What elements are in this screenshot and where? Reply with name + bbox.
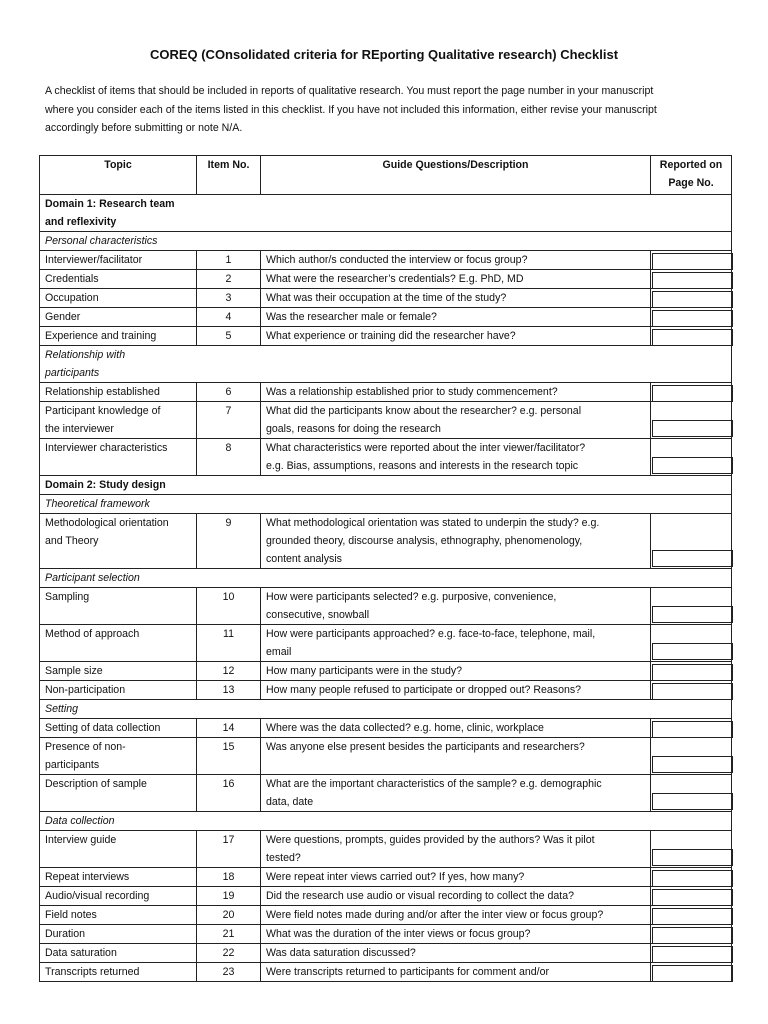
guide-text: Were field notes made during and/or after the inter view or focus group? xyxy=(266,909,604,921)
item-number: 20 xyxy=(197,906,261,925)
guide-text: data, date xyxy=(266,796,314,808)
topic-cell xyxy=(40,906,197,925)
reported-page-cell xyxy=(651,270,732,289)
topic-cell xyxy=(40,588,197,625)
guide-text: What was their occupation at the time of the study? xyxy=(266,292,507,304)
guide-text: What are the important characteristics of the sample? e.g. demographic xyxy=(266,778,602,790)
guide-text: What was the duration of the inter views or focus group? xyxy=(266,928,531,940)
topic-text: participants xyxy=(45,759,100,771)
guide-cell xyxy=(261,383,651,402)
guide-text: How many people refused to participate or dropped out? Reasons? xyxy=(266,684,582,696)
section-row xyxy=(40,346,732,383)
page-number-input[interactable] xyxy=(652,291,733,308)
topic-text: Gender xyxy=(45,311,81,323)
section-heading xyxy=(40,569,197,588)
item-number: 5 xyxy=(197,327,261,346)
item-number: 18 xyxy=(197,868,261,887)
heading-text: participants xyxy=(45,367,100,379)
guide-cell xyxy=(261,944,651,963)
section-row xyxy=(40,569,732,588)
section-row xyxy=(40,700,732,719)
checklist-item-row xyxy=(40,925,732,944)
heading-text: Domain 1: Research team xyxy=(45,198,175,210)
reported-page-cell xyxy=(651,402,732,439)
item-number: 14 xyxy=(197,719,261,738)
topic-cell xyxy=(40,327,197,346)
item-number: 16 xyxy=(197,775,261,812)
reported-page-cell xyxy=(651,963,732,982)
guide-cell xyxy=(261,831,651,868)
guide-text: Was data saturation discussed? xyxy=(266,947,416,959)
item-number: 1 xyxy=(197,251,261,270)
row-spacer xyxy=(197,495,732,514)
heading-text: Relationship with xyxy=(45,349,126,361)
reported-page-cell xyxy=(651,289,732,308)
checklist-item-row xyxy=(40,383,732,402)
topic-cell xyxy=(40,719,197,738)
row-spacer xyxy=(197,476,732,495)
domain-heading xyxy=(40,195,197,232)
section-row xyxy=(40,812,732,831)
reported-page-cell xyxy=(651,588,732,625)
page-number-input[interactable] xyxy=(652,908,733,925)
page-number-input[interactable] xyxy=(652,889,733,906)
guide-cell xyxy=(261,887,651,906)
heading-text: Theoretical framework xyxy=(45,498,150,510)
topic-text: Repeat interviews xyxy=(45,871,130,883)
guide-text: Were repeat inter views carried out? If yes, how many? xyxy=(266,871,525,883)
checklist-item-row xyxy=(40,588,732,625)
reported-page-cell xyxy=(651,251,732,270)
section-heading xyxy=(40,495,197,514)
reported-page-cell xyxy=(651,775,732,812)
item-number: 3 xyxy=(197,289,261,308)
heading-text: Data collection xyxy=(45,815,115,827)
reported-page-cell xyxy=(651,514,732,569)
checklist-item-row xyxy=(40,308,732,327)
checklist-item-row xyxy=(40,625,732,662)
intro-paragraph xyxy=(45,82,735,138)
guide-cell xyxy=(261,738,651,775)
section-row xyxy=(40,232,732,251)
domain-row xyxy=(40,195,732,232)
checklist-item-row xyxy=(40,868,732,887)
row-spacer xyxy=(197,232,732,251)
row-spacer xyxy=(197,346,732,383)
guide-cell xyxy=(261,925,651,944)
page-number-input[interactable] xyxy=(652,870,733,887)
row-spacer xyxy=(197,195,732,232)
page-number-input[interactable] xyxy=(652,550,733,567)
guide-text: consecutive, snowball xyxy=(266,609,370,621)
topic-cell xyxy=(40,383,197,402)
guide-cell xyxy=(261,251,651,270)
intro-line: accordingly before submitting or note N/A. xyxy=(45,122,243,134)
topic-cell xyxy=(40,868,197,887)
guide-text: email xyxy=(266,646,292,658)
item-number: 12 xyxy=(197,662,261,681)
reported-page-cell xyxy=(651,868,732,887)
topic-text: Interviewer/facilitator xyxy=(45,254,143,266)
reported-page-cell xyxy=(651,662,732,681)
heading-text: Domain 2: Study design xyxy=(45,479,166,491)
item-number: 17 xyxy=(197,831,261,868)
checklist-item-row xyxy=(40,439,732,476)
item-number: 8 xyxy=(197,439,261,476)
guide-text: What methodological orientation was stated to underpin the study? e.g. xyxy=(266,517,600,529)
item-number: 6 xyxy=(197,383,261,402)
guide-cell xyxy=(261,289,651,308)
page-number-input[interactable] xyxy=(652,849,733,866)
checklist-item-row xyxy=(40,251,732,270)
item-number: 23 xyxy=(197,963,261,982)
reported-page-cell xyxy=(651,681,732,700)
reported-page-cell xyxy=(651,925,732,944)
page-number-input[interactable] xyxy=(652,253,733,270)
section-row xyxy=(40,495,732,514)
guide-cell xyxy=(261,681,651,700)
page-number-input[interactable] xyxy=(652,721,733,738)
domain-row xyxy=(40,476,732,495)
topic-text: Participant knowledge of xyxy=(45,405,161,417)
section-heading xyxy=(40,232,197,251)
page-number-input[interactable] xyxy=(652,927,733,944)
topic-cell xyxy=(40,925,197,944)
row-spacer xyxy=(197,569,732,588)
topic-text: Non-participation xyxy=(45,684,126,696)
reported-page-cell xyxy=(651,308,732,327)
guide-text: Were questions, prompts, guides provided by the authors? Was it pilot xyxy=(266,834,595,846)
header-guide: Guide Questions/Description xyxy=(261,156,651,195)
section-heading xyxy=(40,700,197,719)
item-number: 10 xyxy=(197,588,261,625)
guide-text: How were participants selected? e.g. purposive, convenience, xyxy=(266,591,557,603)
guide-cell xyxy=(261,514,651,569)
reported-page-cell xyxy=(651,625,732,662)
page-number-input[interactable] xyxy=(652,965,733,982)
topic-text: Setting of data collection xyxy=(45,722,161,734)
guide-text: How many participants were in the study? xyxy=(266,665,463,677)
guide-cell xyxy=(261,868,651,887)
topic-text: Audio/visual recording xyxy=(45,890,150,902)
header-reported-line: Reported on xyxy=(659,159,723,171)
page-number-input[interactable] xyxy=(652,793,733,810)
page-number-input[interactable] xyxy=(652,272,733,289)
header-reported xyxy=(651,156,732,195)
topic-text: Interviewer characteristics xyxy=(45,442,168,454)
guide-cell xyxy=(261,662,651,681)
guide-cell xyxy=(261,625,651,662)
item-number: 9 xyxy=(197,514,261,569)
item-number: 11 xyxy=(197,625,261,662)
domain-heading xyxy=(40,476,197,495)
guide-cell xyxy=(261,402,651,439)
reported-page-cell xyxy=(651,738,732,775)
section-heading xyxy=(40,812,197,831)
guide-cell xyxy=(261,327,651,346)
checklist-item-row xyxy=(40,681,732,700)
heading-text: Personal characteristics xyxy=(45,235,158,247)
topic-cell xyxy=(40,887,197,906)
checklist-item-row xyxy=(40,327,732,346)
topic-text: Credentials xyxy=(45,273,99,285)
reported-page-cell xyxy=(651,719,732,738)
guide-text: What characteristics were reported about the inter viewer/facilitator? xyxy=(266,442,586,454)
page-title: COREQ (COnsolidated criteria for REporting Qualitative research) Checklist xyxy=(149,47,619,62)
topic-text: Methodological orientation xyxy=(45,517,169,529)
guide-cell xyxy=(261,270,651,289)
header-topic: Topic xyxy=(40,156,197,195)
checklist-item-row xyxy=(40,831,732,868)
heading-text: Setting xyxy=(45,703,78,715)
section-heading xyxy=(40,346,197,383)
item-number: 4 xyxy=(197,308,261,327)
topic-text: Sampling xyxy=(45,591,90,603)
page-number-input[interactable] xyxy=(652,664,733,681)
topic-text: Transcripts returned xyxy=(45,966,140,978)
guide-cell xyxy=(261,588,651,625)
guide-text: Which author/s conducted the interview or focus group? xyxy=(266,254,528,266)
item-number: 19 xyxy=(197,887,261,906)
reported-page-cell xyxy=(651,439,732,476)
topic-cell xyxy=(40,514,197,569)
guide-text: content analysis xyxy=(266,553,342,565)
topic-text: Relationship established xyxy=(45,386,160,398)
checklist-item-row xyxy=(40,289,732,308)
topic-cell xyxy=(40,963,197,982)
guide-cell xyxy=(261,775,651,812)
topic-cell xyxy=(40,402,197,439)
item-number: 13 xyxy=(197,681,261,700)
guide-text: Was anyone else present besides the participants and researchers? xyxy=(266,741,585,753)
guide-cell xyxy=(261,906,651,925)
header-reported-line: Page No. xyxy=(668,177,714,189)
reported-page-cell xyxy=(651,906,732,925)
guide-text: Was a relationship established prior to study commencement? xyxy=(266,386,558,398)
item-number: 2 xyxy=(197,270,261,289)
item-number: 21 xyxy=(197,925,261,944)
checklist-item-row xyxy=(40,944,732,963)
topic-cell xyxy=(40,625,197,662)
guide-text: What were the researcher’s credentials? E.g. PhD, MD xyxy=(266,273,524,285)
page-number-input[interactable] xyxy=(652,310,733,327)
checklist-table xyxy=(39,155,732,982)
topic-text: Duration xyxy=(45,928,86,940)
topic-cell xyxy=(40,308,197,327)
checklist-item-row xyxy=(40,775,732,812)
topic-cell xyxy=(40,662,197,681)
page-number-input[interactable] xyxy=(652,420,733,437)
page-number-input[interactable] xyxy=(652,756,733,773)
item-number: 15 xyxy=(197,738,261,775)
page-number-input[interactable] xyxy=(652,329,733,346)
topic-text: Field notes xyxy=(45,909,97,921)
topic-text: Occupation xyxy=(45,292,99,304)
heading-text: and reflexivity xyxy=(45,216,117,228)
topic-text: Sample size xyxy=(45,665,103,677)
reported-page-cell xyxy=(651,944,732,963)
guide-text: Was the researcher male or female? xyxy=(266,311,437,323)
intro-line: A checklist of items that should be included in reports of qualitative research. You must report the page number in your manuscript xyxy=(45,85,654,97)
reported-page-cell xyxy=(651,831,732,868)
item-number: 7 xyxy=(197,402,261,439)
topic-cell xyxy=(40,681,197,700)
checklist-item-row xyxy=(40,514,732,569)
topic-cell xyxy=(40,831,197,868)
checklist-body xyxy=(40,195,732,982)
topic-text: and Theory xyxy=(45,535,99,547)
header-item-no: Item No. xyxy=(197,156,261,195)
page-number-input[interactable] xyxy=(652,385,733,402)
guide-cell xyxy=(261,963,651,982)
checklist-item-row xyxy=(40,963,732,982)
checklist-item-row xyxy=(40,662,732,681)
guide-text: Were transcripts returned to participants for comment and/or xyxy=(266,966,550,978)
page-number-input[interactable] xyxy=(652,683,733,700)
topic-cell xyxy=(40,439,197,476)
guide-text: goals, reasons for doing the research xyxy=(266,423,441,435)
topic-cell xyxy=(40,251,197,270)
topic-cell xyxy=(40,270,197,289)
page-number-input[interactable] xyxy=(652,606,733,623)
topic-text: Presence of non- xyxy=(45,741,126,753)
reported-page-cell xyxy=(651,327,732,346)
checklist-item-row xyxy=(40,887,732,906)
guide-text: grounded theory, discourse analysis, ethnography, phenomenology, xyxy=(266,535,583,547)
topic-cell xyxy=(40,775,197,812)
topic-cell xyxy=(40,738,197,775)
guide-cell xyxy=(261,308,651,327)
guide-text: What experience or training did the researcher have? xyxy=(266,330,516,342)
checklist-item-row xyxy=(40,270,732,289)
checklist-item-row xyxy=(40,906,732,925)
reported-page-cell xyxy=(651,383,732,402)
checklist-item-row xyxy=(40,402,732,439)
guide-text: Did the research use audio or visual recording to collect the data? xyxy=(266,890,574,902)
guide-text: e.g. Bias, assumptions, reasons and interests in the research topic xyxy=(266,460,579,472)
guide-cell xyxy=(261,439,651,476)
topic-text: Method of approach xyxy=(45,628,140,640)
topic-text: Interview guide xyxy=(45,834,117,846)
row-spacer xyxy=(197,812,732,831)
guide-cell xyxy=(261,719,651,738)
row-spacer xyxy=(197,700,732,719)
topic-cell xyxy=(40,944,197,963)
page-number-input[interactable] xyxy=(652,946,733,963)
table-header-row xyxy=(40,156,732,195)
topic-text: Data saturation xyxy=(45,947,117,959)
item-number: 22 xyxy=(197,944,261,963)
page-number-input[interactable] xyxy=(652,643,733,660)
guide-text: How were participants approached? e.g. face-to-face, telephone, mail, xyxy=(266,628,596,640)
reported-page-cell xyxy=(651,887,732,906)
topic-cell xyxy=(40,289,197,308)
topic-text: Description of sample xyxy=(45,778,147,790)
checklist-item-row xyxy=(40,738,732,775)
topic-text: the interviewer xyxy=(45,423,114,435)
checklist-item-row xyxy=(40,719,732,738)
guide-text: Where was the data collected? e.g. home, clinic, workplace xyxy=(266,722,544,734)
heading-text: Participant selection xyxy=(45,572,140,584)
intro-line: where you consider each of the items listed in this checklist. If you have not included this information, either revise your manuscript xyxy=(45,103,657,116)
topic-text: Experience and training xyxy=(45,330,157,342)
guide-text: tested? xyxy=(266,852,301,864)
page-number-input[interactable] xyxy=(652,457,733,474)
guide-text: What did the participants know about the researcher? e.g. personal xyxy=(266,405,582,417)
